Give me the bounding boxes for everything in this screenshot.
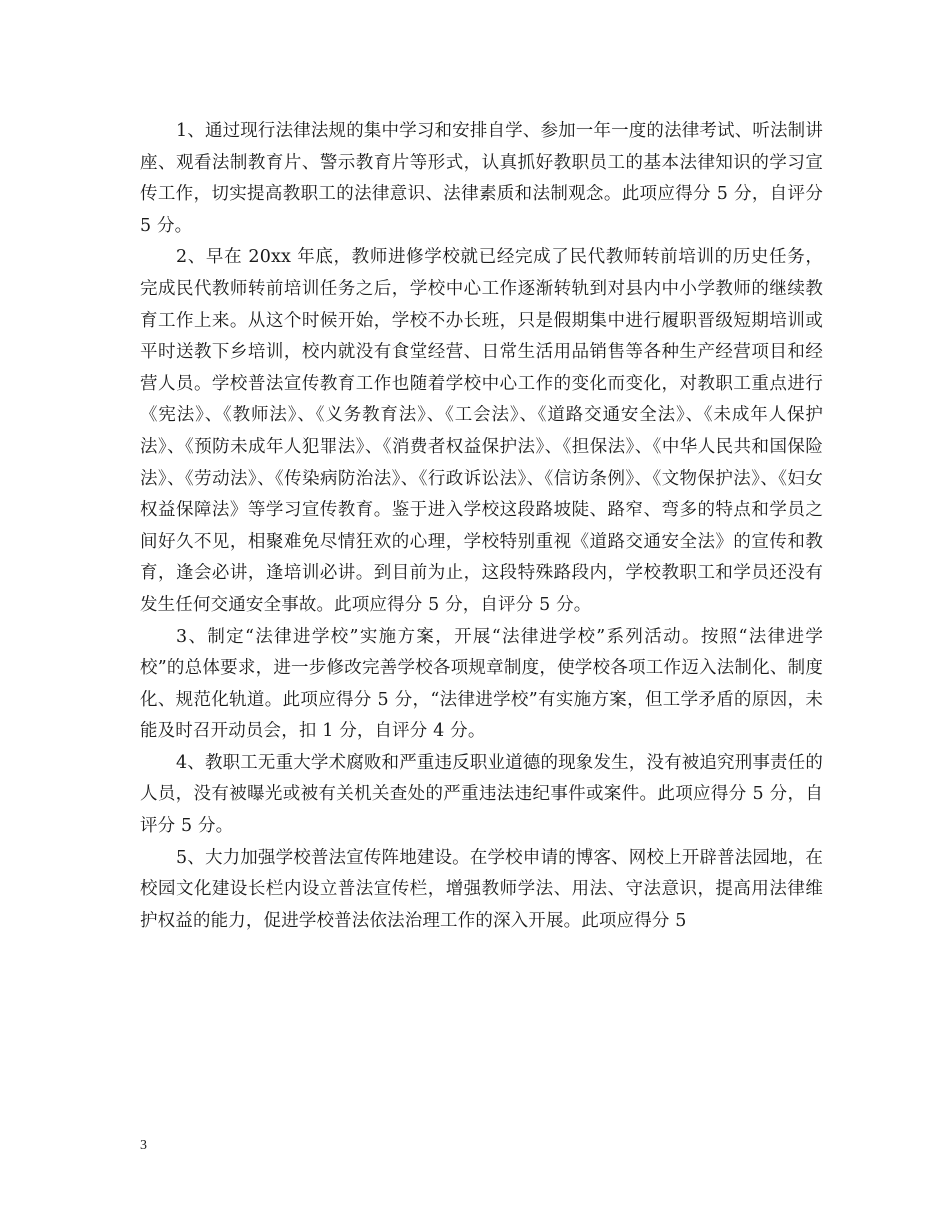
paragraph-1: 1、通过现行法律法规的集中学习和安排自学、参加一年一度的法律考试、听法制讲座、观看法制教育片、警示教育片等形式，认真抓好教职员工的基本法律知识的学习宣传工作，切实提高教职工的法律意识、法律素质和法制观念。此项应得分 5 分，自评分 5 分。 <box>140 121 823 236</box>
paragraph-3: 3、制定“法律进学校”实施方案，开展“法律进学校”系列活动。按照“法律进学校”的总体要求，进一步修改完善学校各项规章制度，使学校各项工作迈入法制化、制度化、规范化轨道。此项应得分 5 分，“法律进学校”有实施方案，但工学矛盾的原因，未能及时召开动员会，扣 1 分，自评分 4 分。 <box>140 626 823 742</box>
document-body <box>140 116 823 937</box>
paragraph-2: 2、早在 20xx 年底，教师进修学校就已经完成了民代教师转前培训的历史任务，完成民代教师转前培训任务之后，学校中心工作逐渐转轨到对县内中小学教师的继续教育工作上来。从这个时候开始，学校不办长班，只是假期集中进行履职晋级短期培训或平时送教下乡培训，校内就没有食堂经营、日常生活用品销售等各种生产经营项目和经营人员。学校普法宣传教育工作也随着学校中心工作的变化而变化，对教职工重点进行《宪法》、《教师法》、《义务教育法》、《工会法》、《道路交通安全法》、《未成年人保护法》、《预防未成年人犯罪法》、《消费者权益保护法》、《担保法》、《中华人民共和国保险法》、《劳动法》、《传染病防治法》、《行政诉讼法》、《信访条例》、《文物保护法》、《妇女权益保障法》等学习宣传教育。鉴于进入学校这段路坡陡、路窄、弯多的特点和学员之间好久不见，相聚难免尽情狂欢的心理，学校特别重视《道路交通安全法》的宣传和教育，逢会必讲，逢培训必讲。到目前为止，这段特殊路段内，学校教职工和学员还没有发生任何交通安全事故。此项应得分 5 分，自评分 5 分。 <box>140 247 823 615</box>
paragraph-5: 5、大力加强学校普法宣传阵地建设。在学校申请的博客、网校上开辟普法园地，在校园文化建设长栏内设立普法宣传栏，增强教师学法、用法、守法意识，提高用法律维护权益的能力，促进学校普法依法治理工作的深入开展。此项应得分 5 <box>140 847 823 931</box>
page-number: 3 <box>140 1138 147 1153</box>
paragraph-4: 4、教职工无重大学术腐败和严重违反职业道德的现象发生，没有被追究刑事责任的人员，没有被曝光或被有关机关查处的严重违法违纪事件或案件。此项应得分 5 分，自评分 5 分。 <box>140 752 823 837</box>
